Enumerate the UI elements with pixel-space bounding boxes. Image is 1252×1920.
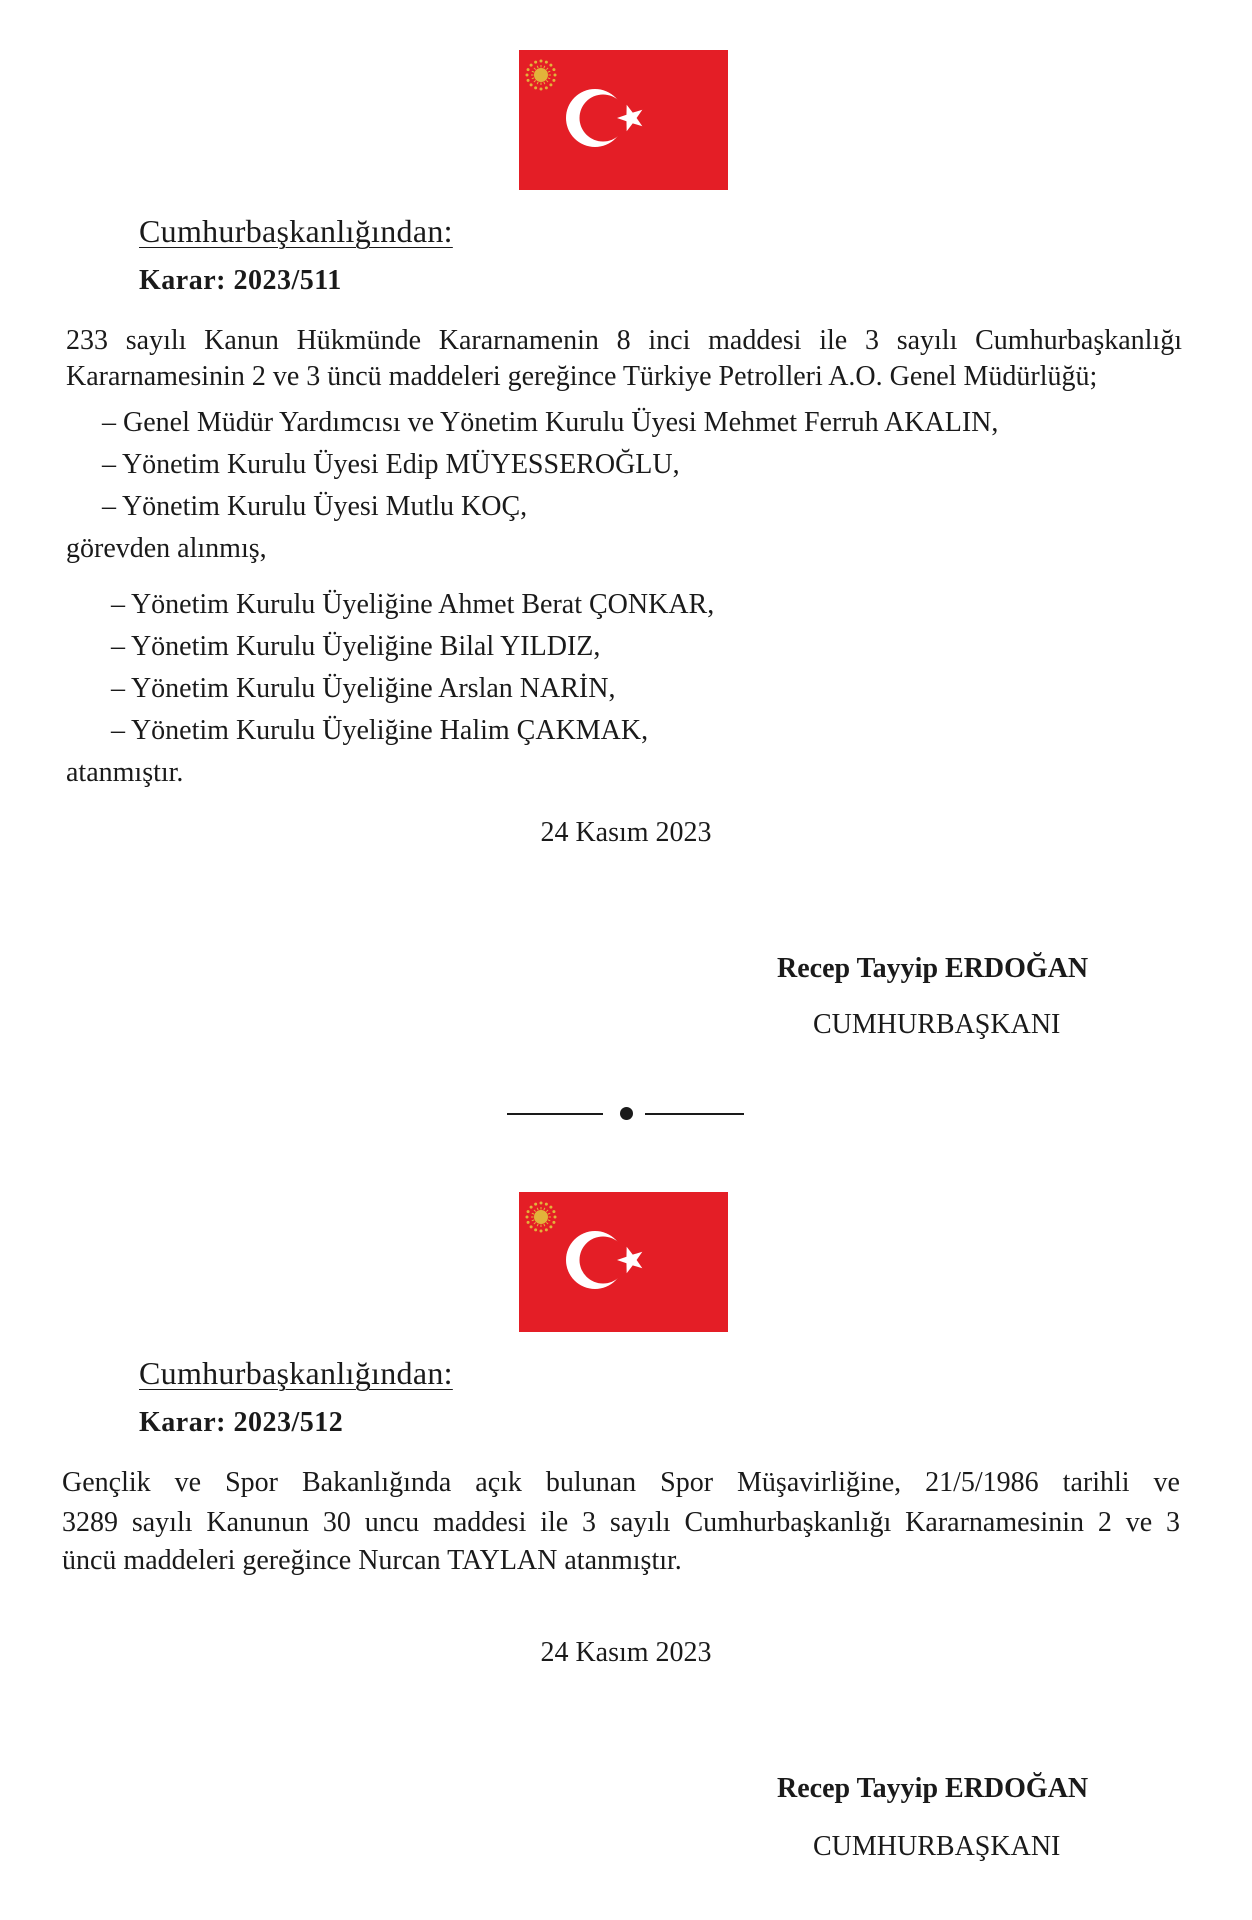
decree1-signatory-title: CUMHURBAŞKANI xyxy=(813,1009,1061,1040)
presidential-flag-bottom xyxy=(519,1192,728,1332)
decree1-appointed-item: – Yönetim Kurulu Üyeliğine Halim ÇAKMAK, xyxy=(111,715,649,746)
presidential-flag-svg xyxy=(519,1192,728,1332)
decree1-removed-suffix: görevden alınmış, xyxy=(66,533,267,564)
decree1-appointed-suffix: atanmıştır. xyxy=(66,757,184,788)
decree2-date: 24 Kasım 2023 xyxy=(540,1637,712,1668)
decree1-appointed-item: – Yönetim Kurulu Üyeliğine Bilal YILDIZ, xyxy=(111,631,601,662)
decree2-karar-label: Karar: xyxy=(139,1407,226,1438)
decree1-removed-item: – Genel Müdür Yardımcısı ve Yönetim Kurulu Üyesi Mehmet Ferruh AKALIN, xyxy=(102,407,999,438)
decree1-appointed-item: – Yönetim Kurulu Üyeliğine Ahmet Berat ÇONKAR, xyxy=(111,589,715,620)
decree2-karar xyxy=(139,1406,343,1440)
decree1-intro-line2: Kararnamesinin 2 ve 3 üncü maddeleri gereğince Türkiye Petrolleri A.O. Genel Müdürlüğü; xyxy=(66,361,1098,392)
separator-dot xyxy=(620,1107,633,1120)
decree2-body-line1: Gençlik ve Spor Bakanlığında açık bulunan Spor Müşavirliğine, 21/5/1986 tarihli ve xyxy=(62,1467,1180,1498)
decree1-karar-number: 2023/511 xyxy=(233,265,342,296)
decree2-heading: Cumhurbaşkanlığından: xyxy=(139,1355,453,1391)
separator-rule-right xyxy=(645,1113,744,1115)
decree2-karar-number: 2023/512 xyxy=(233,1407,344,1438)
decree1-karar xyxy=(139,264,342,298)
decree2-signatory-title: CUMHURBAŞKANI xyxy=(813,1831,1061,1862)
decree2-body-line3: üncü maddeleri gereğince Nurcan TAYLAN atanmıştır. xyxy=(62,1545,682,1576)
presidential-flag-svg xyxy=(519,50,728,190)
decree2-body-line2: 3289 sayılı Kanunun 30 uncu maddesi ile 3 sayılı Cumhurbaşkanlığı Kararnamesinin 2 ve 3 xyxy=(62,1507,1180,1538)
decree1-appointed-item: – Yönetim Kurulu Üyeliğine Arslan NARİN, xyxy=(111,673,616,704)
decree1-removed-item: – Yönetim Kurulu Üyesi Mutlu KOÇ, xyxy=(102,491,528,522)
decree1-intro-line1: 233 sayılı Kanun Hükmünde Kararnamenin 8 inci maddesi ile 3 sayılı Cumhurbaşkanlığı xyxy=(66,325,1182,356)
decree1-signatory-name: Recep Tayyip ERDOĞAN xyxy=(777,953,1089,984)
decree1-date: 24 Kasım 2023 xyxy=(540,817,712,848)
decree1-removed-item: – Yönetim Kurulu Üyesi Edip MÜYESSEROĞLU, xyxy=(102,449,680,480)
presidential-flag-top xyxy=(519,50,728,190)
separator-rule-left xyxy=(507,1113,603,1115)
decree2-signatory-name: Recep Tayyip ERDOĞAN xyxy=(777,1773,1089,1804)
decree1-heading: Cumhurbaşkanlığından: xyxy=(139,213,453,249)
decree1-karar-label: Karar: xyxy=(139,265,226,296)
